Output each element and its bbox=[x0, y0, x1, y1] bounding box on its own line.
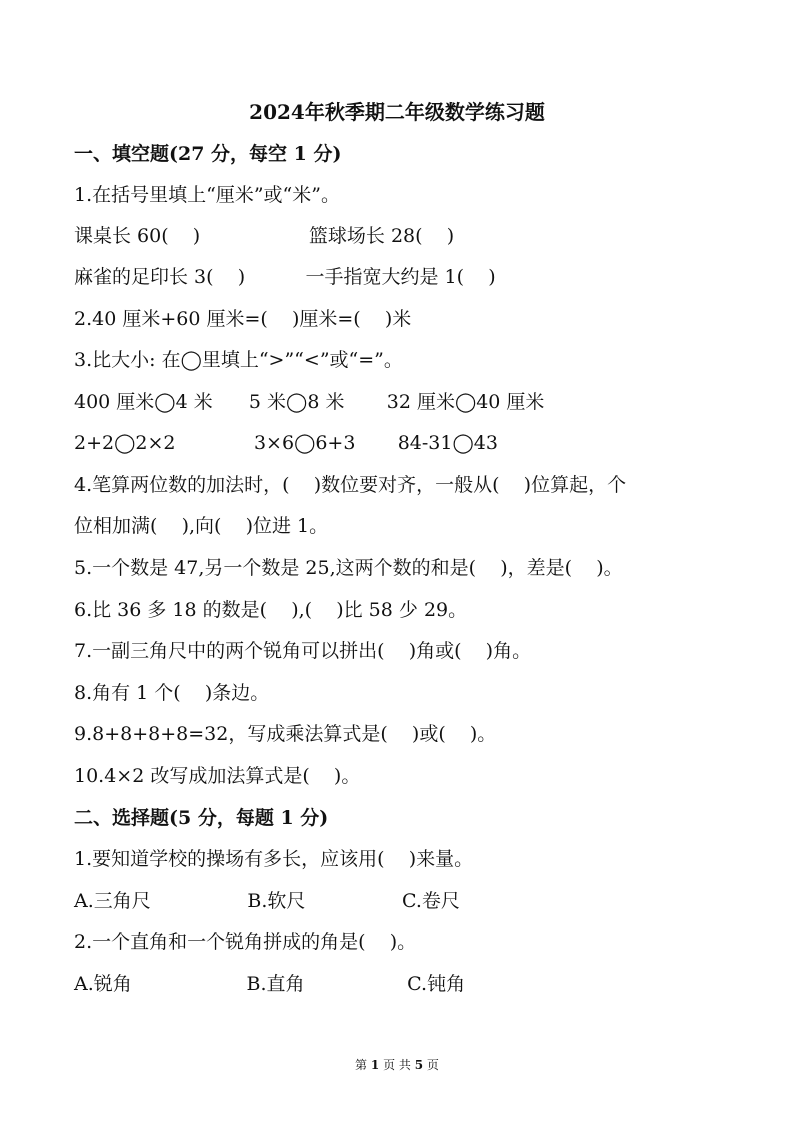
question-2: 2.40 厘米+60 厘米=( )厘米=( )米 bbox=[74, 308, 412, 330]
question-9: 9.8+8+8+8=32，写成乘法算式是( )或( )。 bbox=[74, 723, 497, 745]
question-1: 1.在括号里填上“厘米”或“米”。 bbox=[74, 184, 340, 206]
question-3-row-2: 2+2◯2×2 3×6◯6+3 84-31◯43 bbox=[74, 432, 498, 454]
question-10: 10.4×2 改写成加法算式是( )。 bbox=[74, 765, 361, 787]
question-8: 8.角有 1 个( )条边。 bbox=[74, 682, 270, 704]
question-1-row-1: 课桌长 60( ) 篮球场长 28( ) bbox=[74, 225, 455, 247]
choice-question-1: 1.要知道学校的操场有多长，应该用( )来量。 bbox=[74, 848, 474, 870]
question-5: 5.一个数是 47,另一个数是 25,这两个数的和是( )，差是( )。 bbox=[74, 557, 623, 579]
question-1-row-2: 麻雀的足印长 3( ) 一手指宽大约是 1( ) bbox=[74, 266, 496, 288]
footer-total-pages: 5 bbox=[414, 1058, 424, 1072]
section-heading-fill-blank: 一、填空题(27 分，每空 1 分) bbox=[74, 143, 342, 165]
footer-suffix: 页 bbox=[426, 1058, 439, 1072]
page-title: 2024年秋季期二年级数学练习题 bbox=[249, 100, 545, 124]
question-6: 6.比 36 多 18 的数是( ),( )比 58 少 29。 bbox=[74, 599, 468, 621]
choice-question-2-options: A.锐角 B.直角 C.钝角 bbox=[74, 973, 466, 995]
question-3: 3.比大小: 在◯里填上“>”“<”或“=”。 bbox=[74, 349, 403, 371]
choice-question-1-options: A.三角尺 B.软尺 C.卷尺 bbox=[74, 890, 460, 912]
choice-question-2: 2.一个直角和一个锐角拼成的角是( )。 bbox=[74, 931, 417, 953]
footer-page-number: 1 bbox=[370, 1058, 380, 1072]
question-7: 7.一副三角尺中的两个锐角可以拼出( )角或( )角。 bbox=[74, 640, 532, 662]
question-3-row-1: 400 厘米◯4 米 5 米◯8 米 32 厘米◯40 厘米 bbox=[74, 391, 545, 413]
section-heading-choice: 二、选择题(5 分，每题 1 分) bbox=[74, 807, 329, 829]
footer-prefix: 第 bbox=[355, 1058, 368, 1072]
question-4-continued: 位相加满( ),向( )位进 1。 bbox=[74, 515, 329, 537]
page-footer bbox=[0, 1056, 794, 1073]
question-4: 4.笔算两位数的加法时，( )数位要对齐，一般从( )位算起，个 bbox=[74, 474, 627, 496]
footer-middle: 页 共 bbox=[383, 1058, 411, 1072]
